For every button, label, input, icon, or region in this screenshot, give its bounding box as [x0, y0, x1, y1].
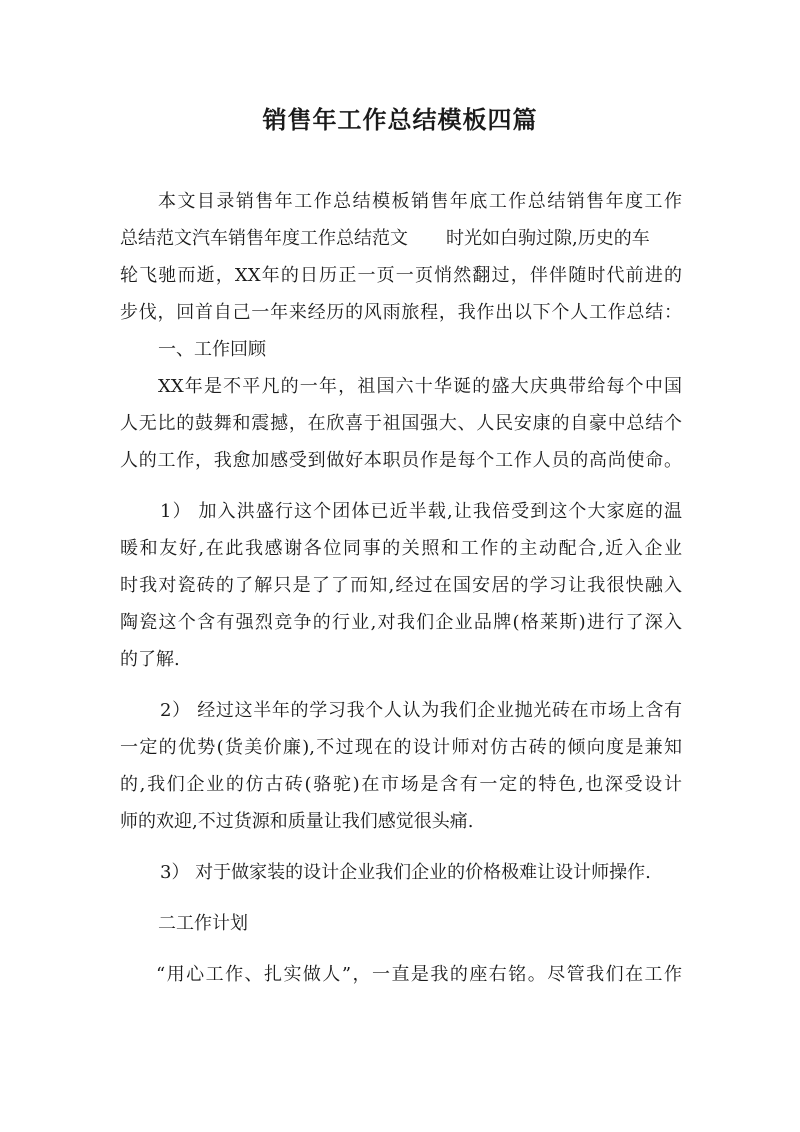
para1-line-3: 人的工作，我愈加感受到做好本职员作是每个工作人员的高尚使命。 — [120, 450, 682, 471]
item2-line-2: 一定的优势(货美价廉),不过现在的设计师对仿古砖的倾向度是兼知 — [120, 737, 682, 758]
intro-line-4: 步伐，回首自己一年来经历的风雨旅程，我作出以下个人工作总结： — [120, 302, 682, 323]
document-body — [120, 183, 682, 993]
para1-line-2: 人无比的鼓舞和震撼，在欣喜于祖国强大、人民安康的自豪中总结个 — [120, 413, 682, 434]
spacer — [120, 479, 682, 493]
item2-line-3: 的,我们企业的仿古砖(骆驼)在市场是含有一定的特色,也深受设计 — [120, 774, 682, 795]
intro-line-2-toc: 总结范文汽车销售年度工作总结范文 — [120, 228, 408, 249]
para2-line-1: “用心工作、扎实做人”，一直是我的座右铭。尽管我们在工作 — [156, 964, 682, 985]
item1-line-2: 暖和友好,在此我感谢各位同事的关照和工作的主动配合,近入企业 — [120, 538, 682, 559]
section-heading-review: 一、工作回顾 — [158, 339, 266, 360]
para1-line-1: XX年是不平凡的一年，祖国六十华诞的盛大庆典带给每个中国 — [158, 376, 682, 397]
intro-line-2-text: 时光如白驹过隙,历史的车 — [446, 228, 650, 249]
item1-line-1: 1） 加入洪盛行这个团体已近半载,让我倍受到这个大家庭的温 — [160, 501, 682, 522]
spacer — [120, 891, 682, 905]
section-heading-plan: 二工作计划 — [158, 913, 248, 934]
item1-line-3: 时我对瓷砖的了解只是了了而知,经过在国安居的学习让我很快融入 — [120, 575, 682, 596]
item3-line: 3） 对于做家装的设计企业我们企业的价格极难让设计师操作. — [160, 862, 651, 883]
intro-line-3: 轮飞驰而逝，XX年的日历正一页一页悄然翻过，伴伴随时代前进的 — [120, 265, 682, 286]
item2-line-1: 2） 经过这半年的学习我个人认为我们企业抛光砖在市场上含有 — [160, 700, 682, 721]
document-title: 销售年工作总结模板四篇 — [262, 105, 538, 134]
item1-line-5: 的了解. — [120, 649, 180, 670]
spacer — [120, 678, 682, 692]
intro-line-1: 本文目录销售年工作总结模板销售年底工作总结销售年度工作 — [158, 191, 682, 212]
item1-line-4: 陶瓷这个含有强烈竞争的行业,对我们企业品牌(格莱斯)进行了深入 — [120, 612, 682, 633]
spacer — [120, 840, 682, 854]
intro-line-2 — [120, 220, 682, 257]
item2-line-4: 师的欢迎,不过货源和质量让我们感觉很头痛. — [120, 811, 474, 832]
spacer — [120, 942, 682, 956]
